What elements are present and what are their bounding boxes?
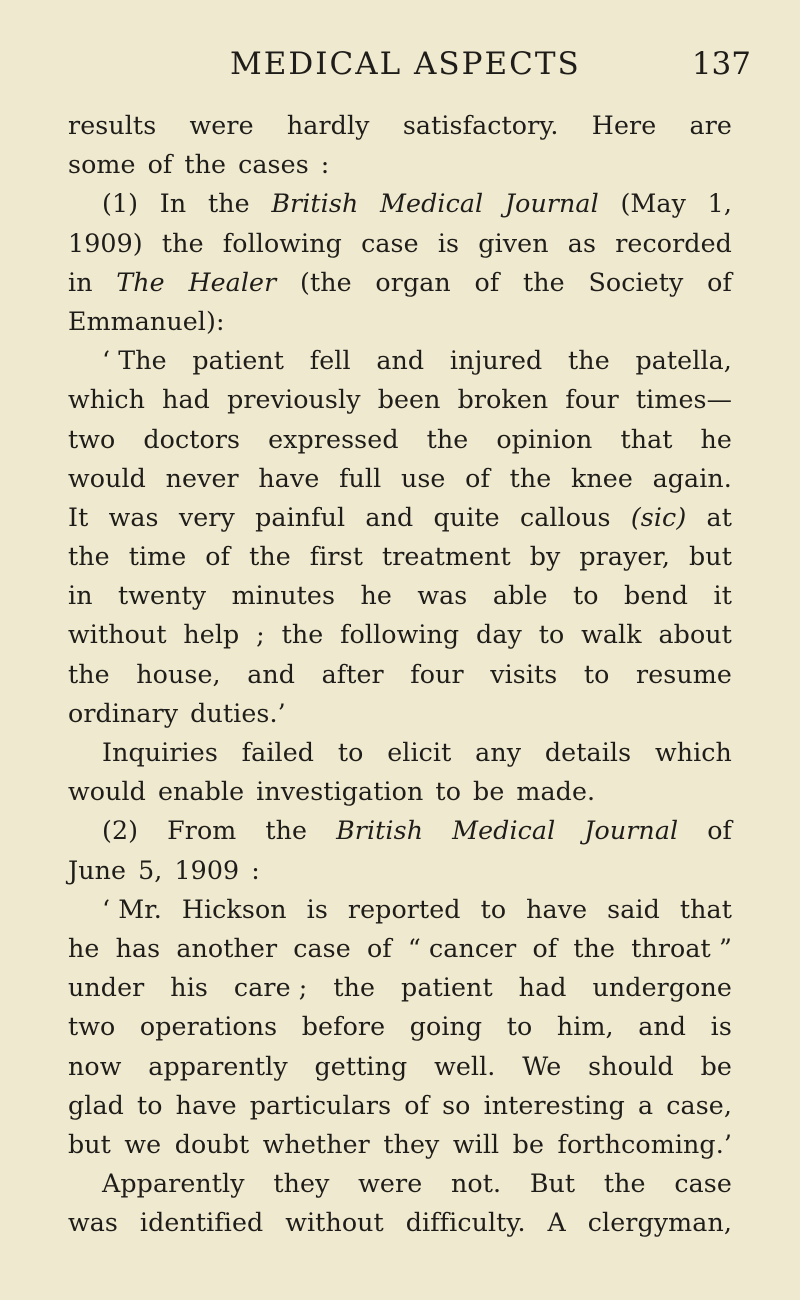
word: difficulty. <box>405 1208 526 1238</box>
word: satisfactory. <box>402 111 559 140</box>
running-head: MEDICAL ASPECTS <box>230 46 581 82</box>
text-line <box>68 263 732 302</box>
word: knee <box>570 463 633 493</box>
word: to <box>435 777 462 807</box>
word: so <box>442 1090 471 1120</box>
word: Medical <box>452 816 556 846</box>
word: had <box>162 385 210 415</box>
word: duties.’ <box>190 698 286 728</box>
word: 1, <box>707 189 732 219</box>
word: resume <box>636 659 732 689</box>
text-line <box>68 694 732 733</box>
text-line <box>68 459 732 498</box>
word: of <box>147 150 173 180</box>
word: In <box>159 189 187 219</box>
word: organ <box>375 267 451 297</box>
word: glad <box>68 1090 124 1120</box>
word: the <box>68 542 110 572</box>
word: walk <box>581 620 642 650</box>
word: throat ” <box>631 933 732 963</box>
word: minutes <box>231 581 336 611</box>
word: clergyman, <box>587 1208 732 1238</box>
word: of <box>404 1090 430 1120</box>
word: be <box>473 777 505 807</box>
word: operations <box>139 1012 278 1042</box>
word: which <box>654 738 732 767</box>
text-line <box>68 1086 732 1125</box>
word: under <box>68 973 145 1003</box>
word: (2) <box>102 816 139 846</box>
word: 1909 <box>174 855 240 885</box>
word: the <box>426 424 469 454</box>
word: should <box>588 1051 674 1081</box>
word: given <box>478 228 549 258</box>
word: investigation <box>256 777 424 807</box>
text-line <box>68 576 732 615</box>
word: time <box>128 542 187 572</box>
text-line <box>68 498 732 537</box>
word: are <box>689 111 732 140</box>
text-line <box>68 811 732 850</box>
word: was <box>108 502 159 532</box>
word: ; <box>256 620 265 650</box>
word: (sic) <box>630 502 687 532</box>
body-text <box>68 106 732 1242</box>
word: painful <box>255 502 346 532</box>
word: we <box>124 1129 162 1159</box>
word: after <box>321 659 384 689</box>
text-line <box>68 537 732 576</box>
word: From <box>167 816 237 846</box>
word: be <box>700 1051 732 1081</box>
text-line <box>68 1125 732 1164</box>
word: of <box>465 463 490 493</box>
word: (the <box>300 267 352 297</box>
word: to <box>538 620 565 650</box>
word: never <box>165 463 239 493</box>
word: which <box>68 385 145 415</box>
word: and <box>247 659 296 689</box>
text-line <box>68 1164 732 1203</box>
word: ordinary <box>68 698 179 728</box>
word: again. <box>652 463 732 493</box>
word: the <box>603 1169 646 1199</box>
word: not. <box>450 1169 502 1199</box>
word: before <box>301 1012 386 1042</box>
word: in <box>68 267 93 297</box>
word: of <box>366 933 392 963</box>
word: undergone <box>592 973 732 1003</box>
word: Hickson <box>181 894 287 924</box>
word: Emmanuel): <box>68 306 225 336</box>
text-line <box>68 968 732 1007</box>
word: patella, <box>635 346 732 376</box>
word: as <box>567 228 597 258</box>
word: enable <box>157 777 245 807</box>
word: the <box>161 228 204 258</box>
word: results <box>68 111 157 140</box>
text-line <box>68 420 732 459</box>
word: injured <box>449 346 543 376</box>
word: apparently <box>148 1051 288 1081</box>
word: would <box>68 463 146 493</box>
word: the <box>265 816 308 846</box>
word: the <box>523 267 565 297</box>
word: have <box>175 1090 237 1120</box>
text-line <box>68 1047 732 1086</box>
word: failed <box>241 738 315 767</box>
word: they <box>383 1129 440 1159</box>
word: very <box>178 502 235 532</box>
word: twenty <box>118 581 207 611</box>
word: without <box>68 620 167 650</box>
word: help <box>183 620 240 650</box>
word: were <box>189 111 254 140</box>
word: him, <box>556 1012 614 1042</box>
word: that <box>620 424 673 454</box>
word: said <box>607 894 660 924</box>
word: another <box>176 933 278 963</box>
word: to <box>573 581 599 611</box>
word: We <box>522 1051 562 1081</box>
word: first <box>309 542 363 572</box>
word: and <box>365 502 414 532</box>
word: four <box>565 385 619 415</box>
text-line <box>68 615 732 654</box>
text-line <box>68 733 732 772</box>
text-line <box>68 1203 732 1242</box>
word: the <box>333 973 376 1003</box>
word: fell <box>309 346 351 376</box>
word: his <box>170 973 208 1003</box>
word: that <box>679 894 732 924</box>
word: would <box>68 777 146 807</box>
word: the <box>281 620 324 650</box>
text-line <box>68 929 732 968</box>
word: made. <box>516 777 596 807</box>
word: day <box>476 620 522 650</box>
page-header <box>0 46 800 90</box>
word: and <box>638 1012 687 1042</box>
word: use <box>400 463 446 493</box>
word: is <box>710 1012 732 1042</box>
text-line <box>68 106 732 145</box>
text-line <box>68 772 732 811</box>
page-number: 137 <box>691 46 751 82</box>
word: the <box>509 463 552 493</box>
word: of <box>707 267 732 297</box>
word: But <box>529 1169 576 1199</box>
word: the <box>207 189 250 219</box>
word: ‘ Mr. <box>102 894 162 924</box>
word: Apparently <box>102 1169 245 1199</box>
word: whether <box>262 1129 370 1159</box>
word: had <box>518 973 567 1003</box>
word: of <box>205 542 231 572</box>
word: 5, <box>138 855 163 885</box>
word: going <box>409 1012 483 1042</box>
word: a <box>638 1090 654 1120</box>
word: : <box>320 150 330 180</box>
word: forthcoming.’ <box>557 1129 732 1159</box>
word: ‘ The <box>102 346 167 376</box>
word: at <box>706 502 732 532</box>
word: and <box>376 346 425 376</box>
text-line <box>68 302 732 341</box>
word: case, <box>666 1090 732 1120</box>
word: (May <box>620 189 686 219</box>
word: he <box>68 933 100 963</box>
word: reported <box>347 894 461 924</box>
word: to <box>506 1012 533 1042</box>
word: broken <box>457 385 549 415</box>
word: but <box>689 542 732 572</box>
word: of <box>532 933 558 963</box>
word: hardly <box>286 111 370 140</box>
text-line <box>68 145 732 184</box>
word: to <box>583 659 610 689</box>
word: to <box>137 1090 163 1120</box>
word: two <box>68 424 116 454</box>
word: The <box>116 267 165 297</box>
word: patient <box>401 973 493 1003</box>
word: four <box>410 659 464 689</box>
word: following <box>222 228 342 258</box>
word: about <box>658 620 732 650</box>
word: expressed <box>268 424 399 454</box>
word: treatment <box>381 542 511 572</box>
word: Inquiries <box>102 738 218 767</box>
word: in <box>68 581 93 611</box>
word: patient <box>192 346 285 376</box>
word: the <box>184 150 227 180</box>
word: callous <box>519 502 611 532</box>
word: have <box>526 894 588 924</box>
word: British <box>271 189 359 219</box>
word: to <box>480 894 507 924</box>
word: interesting <box>483 1090 625 1120</box>
word: full <box>339 463 382 493</box>
word: the <box>68 659 110 689</box>
word: British <box>336 816 424 846</box>
word: be <box>512 1129 545 1159</box>
word: (1) <box>102 189 139 219</box>
word: case <box>293 933 351 963</box>
text-line <box>68 380 732 419</box>
word: he <box>360 581 392 611</box>
word: visits <box>490 659 558 689</box>
word: house, <box>136 659 221 689</box>
text-line <box>68 851 732 890</box>
word: the <box>249 542 291 572</box>
word: Here <box>591 111 657 140</box>
word: is <box>306 894 328 924</box>
word: they <box>273 1169 330 1199</box>
word: Society <box>588 267 684 297</box>
word: following <box>340 620 460 650</box>
word: recorded <box>615 228 732 258</box>
word: some <box>68 150 136 180</box>
word: elicit <box>387 738 452 767</box>
word: by <box>529 542 561 572</box>
word: particulars <box>249 1090 392 1120</box>
word: “ cancer <box>407 933 517 963</box>
word: two <box>68 1012 116 1042</box>
word: previously <box>227 385 361 415</box>
word: 1909) <box>68 228 143 258</box>
word: doctors <box>143 424 241 454</box>
word: he <box>700 424 732 454</box>
word: case <box>361 228 419 258</box>
text-line <box>68 341 732 380</box>
word: was <box>417 581 468 611</box>
word: Healer <box>188 267 277 297</box>
word: will <box>452 1129 500 1159</box>
word: case <box>674 1169 732 1199</box>
word: of <box>707 816 732 846</box>
word: opinion <box>496 424 593 454</box>
word: now <box>68 1051 122 1081</box>
word: have <box>258 463 320 493</box>
word: care ; <box>233 973 308 1003</box>
word: is <box>437 228 460 258</box>
word: it <box>713 581 732 611</box>
word: has <box>115 933 161 963</box>
text-line <box>68 890 732 929</box>
word: were <box>358 1169 423 1199</box>
word: the <box>568 346 610 376</box>
text-line <box>68 224 732 263</box>
word: able <box>492 581 548 611</box>
word: been <box>377 385 441 415</box>
word: identified <box>139 1208 264 1238</box>
word: was <box>68 1208 119 1238</box>
word: It <box>68 502 89 532</box>
word: details <box>544 738 632 767</box>
text-line <box>68 1007 732 1046</box>
word: doubt <box>174 1129 250 1159</box>
word: cases <box>238 150 309 180</box>
word: well. <box>434 1051 496 1081</box>
word: getting <box>314 1051 408 1081</box>
word: : <box>251 855 260 885</box>
word: times— <box>635 385 732 415</box>
word: A <box>547 1208 566 1238</box>
word: quite <box>433 502 500 532</box>
word: Journal <box>584 816 679 846</box>
word: without <box>285 1208 384 1238</box>
word: the <box>573 933 616 963</box>
word: any <box>475 738 522 767</box>
word: Medical <box>380 189 484 219</box>
text-line <box>68 655 732 694</box>
word: June <box>68 855 127 885</box>
text-line <box>68 184 732 223</box>
word: Journal <box>504 189 599 219</box>
word: bend <box>624 581 689 611</box>
word: but <box>68 1129 111 1159</box>
word: prayer, <box>579 542 671 572</box>
word: to <box>337 738 364 767</box>
word: of <box>474 267 500 297</box>
